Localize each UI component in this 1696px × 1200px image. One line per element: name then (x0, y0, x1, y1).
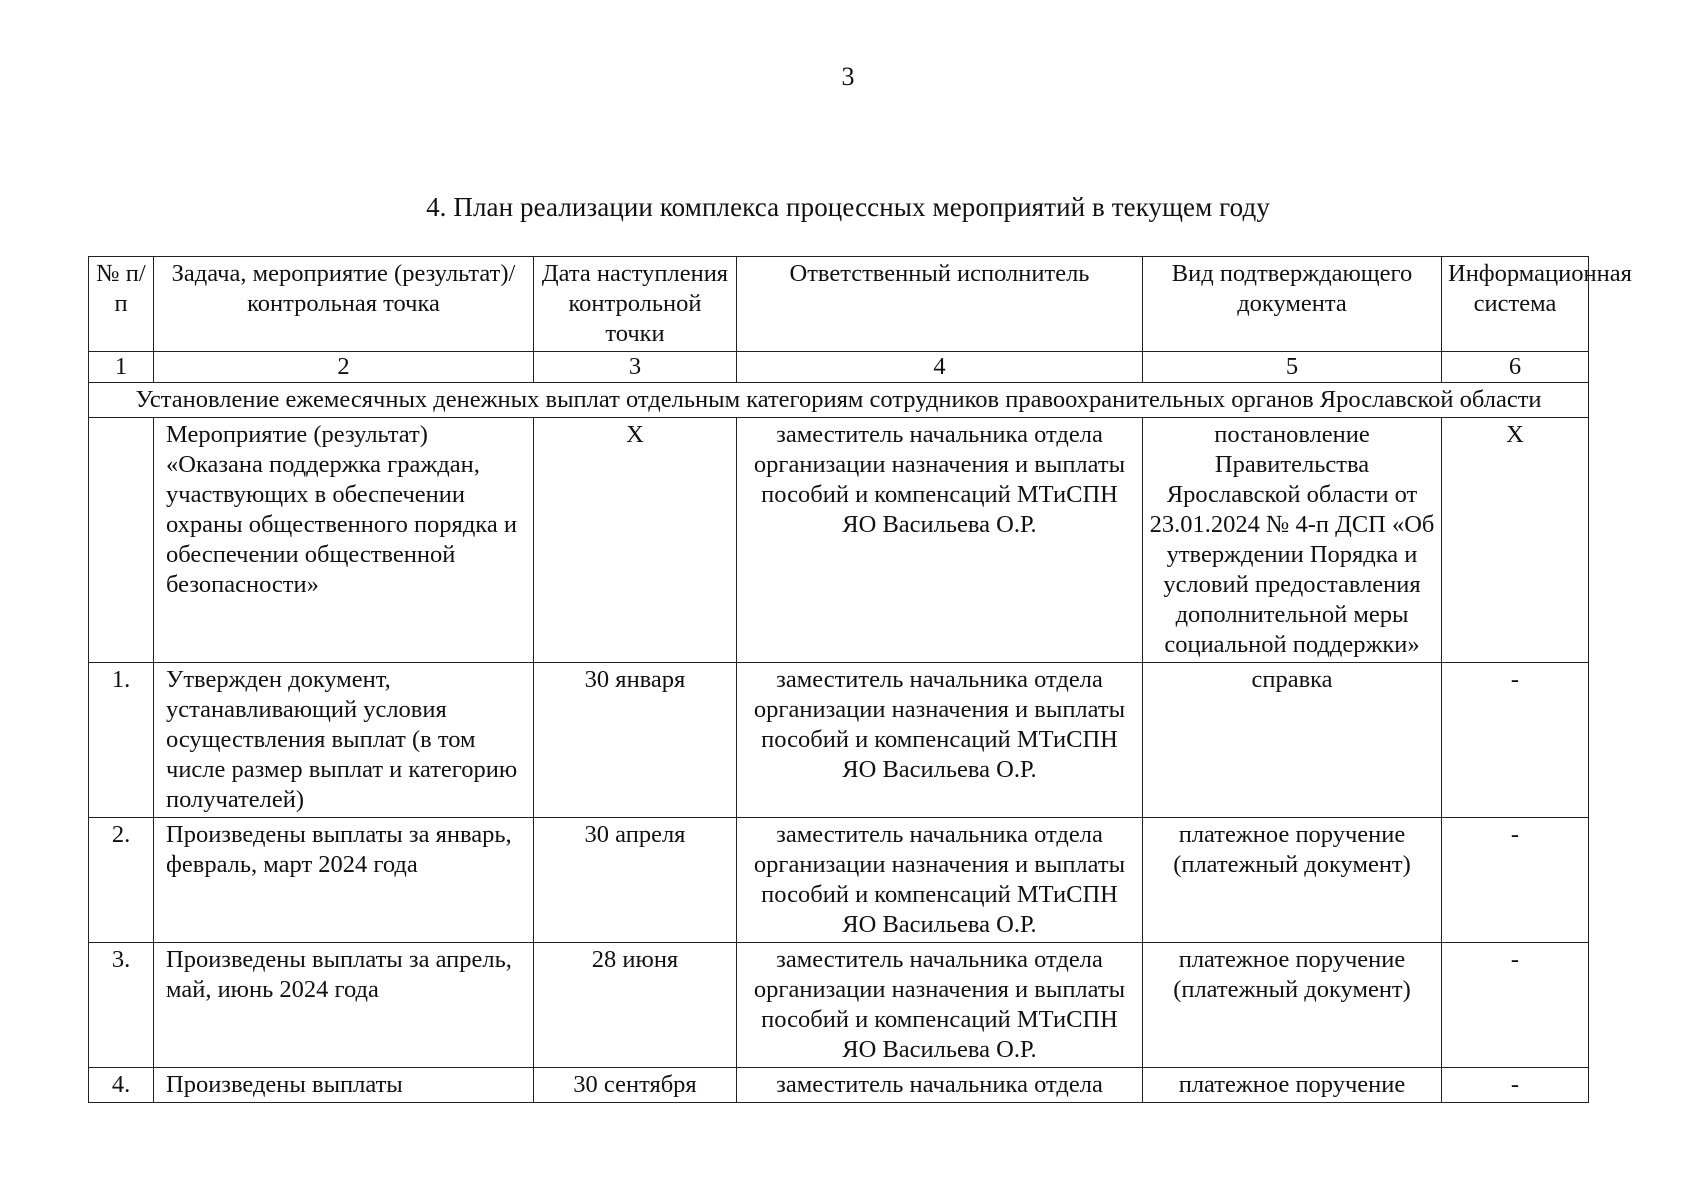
row-date: 30 сентября (534, 1068, 737, 1103)
row-number: 3. (89, 943, 154, 1068)
row-number: 1. (89, 663, 154, 818)
row-task: Произведены выплаты за апрель, май, июнь 2024 года (154, 943, 534, 1068)
column-number: 6 (1442, 352, 1589, 383)
row-responsible: заместитель начальника отдела (737, 1068, 1143, 1103)
table-row (89, 1068, 1589, 1103)
row-system: - (1442, 1068, 1589, 1103)
header-number: № п/п (89, 257, 154, 352)
row-task: Произведены выплаты за январь, февраль, март 2024 года (154, 818, 534, 943)
header-date: Дата наступления контрольной точки (534, 257, 737, 352)
column-number: 4 (737, 352, 1143, 383)
row-task: Произведены выплаты (154, 1068, 534, 1103)
task-title: Установление ежемесячных денежных выплат отдельным категориям сотрудников правоохранительных органов Ярославской области (89, 383, 1589, 418)
column-number: 5 (1143, 352, 1442, 383)
task-title-row (89, 383, 1589, 418)
row-number: 4. (89, 1068, 154, 1103)
row-system: - (1442, 663, 1589, 818)
header-responsible: Ответственный исполнитель (737, 257, 1143, 352)
column-number: 3 (534, 352, 737, 383)
row-responsible: заместитель начальника отдела организации назначения и выплаты пособий и компенсаций МТиСПН ЯО Васильева О.Р. (737, 663, 1143, 818)
row-responsible: заместитель начальника отдела организации назначения и выплаты пособий и компенсаций МТиСПН ЯО Васильева О.Р. (737, 943, 1143, 1068)
header-task: Задача, мероприятие (результат)/ контрольная точка (154, 257, 534, 352)
plan-table (88, 256, 1632, 1103)
table-header-row (89, 257, 1589, 352)
row-task: Мероприятие (результат) «Оказана поддержка граждан, участвующих в обеспечении охраны общественного порядка и обеспечении общественной безопасности» (154, 418, 534, 663)
row-system: - (1442, 818, 1589, 943)
header-document: Вид подтверждающего документа (1143, 257, 1442, 352)
table-row (89, 818, 1589, 943)
row-responsible: заместитель начальника отдела организации назначения и выплаты пособий и компенсаций МТиСПН ЯО Васильева О.Р. (737, 818, 1143, 943)
table-row (89, 418, 1589, 663)
row-system: - (1442, 943, 1589, 1068)
row-date: 30 апреля (534, 818, 737, 943)
column-number-row (89, 352, 1589, 383)
column-number: 2 (154, 352, 534, 383)
row-number (89, 418, 154, 663)
row-document: платежное поручение (1143, 1068, 1442, 1103)
table-row (89, 663, 1589, 818)
table-row (89, 943, 1589, 1068)
row-date: 30 января (534, 663, 737, 818)
column-number: 1 (89, 352, 154, 383)
header-system: Информационная система (1442, 257, 1589, 352)
row-document: постановление Правительства Ярославской области от 23.01.2024 № 4-п ДСП «Об утверждении Порядка и условий предоставления дополнительной меры социальной поддержки» (1143, 418, 1442, 663)
row-document: платежное поручение (платежный документ) (1143, 943, 1442, 1068)
row-number: 2. (89, 818, 154, 943)
section-title: 4. План реализации комплекса процессных мероприятий в текущем году (426, 192, 1270, 222)
row-date: X (534, 418, 737, 663)
row-date: 28 июня (534, 943, 737, 1068)
row-document: справка (1143, 663, 1442, 818)
row-responsible: заместитель начальника отдела организации назначения и выплаты пособий и компенсаций МТиСПН ЯО Васильева О.Р. (737, 418, 1143, 663)
row-system: X (1442, 418, 1589, 663)
row-document: платежное поручение (платежный документ) (1143, 818, 1442, 943)
row-task: Утвержден документ, устанавливающий условия осуществления выплат (в том числе размер выплат и категорию получателей) (154, 663, 534, 818)
page-number: 3 (841, 62, 855, 91)
